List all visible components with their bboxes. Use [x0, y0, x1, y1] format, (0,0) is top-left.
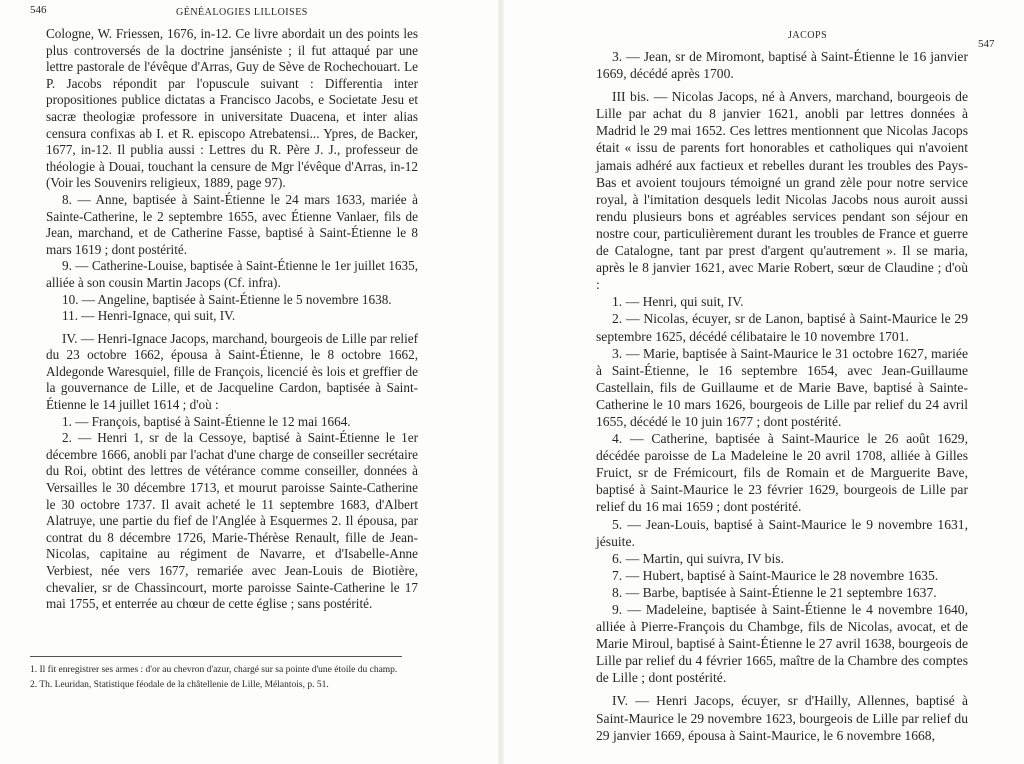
right-page	[500, 0, 1024, 764]
paragraph: 2. — Nicolas, écuyer, sr de Lanon, baptisé à Saint-Maurice le 29 septembre 1625, décédé célibataire le 10 novembre 1701.	[596, 311, 968, 344]
paragraph: 8. — Barbe, baptisée à Saint-Étienne le 21 septembre 1637.	[612, 584, 937, 600]
paragraph: 7. — Hubert, baptisé à Saint-Maurice le 28 novembre 1635.	[612, 567, 939, 583]
running-head: GÉNÉALOGIES LILLOISES	[176, 7, 308, 18]
paragraph: 11. — Henri-Ignace, qui suit, IV.	[62, 308, 236, 324]
paragraph: 6. — Martin, qui suivra, IV bis.	[612, 550, 784, 566]
paragraph: 2. — Henri 1, sr de la Cessoye, baptisé à Saint-Étienne le 1er décembre 1666, anobli par l'achat d'une charge de conseiller secrétaire du Roi, obtint des lettres de vétérance comme conseiller, données à Versailles le 30 décembre 1713, et mourut paroisse Sainte-Catherine le 30 octobre 1737. Il avait acheté le 11 septembre 1683, d'Albert Alatruye, une partie du fief de l'Anglée à Esquermes 2. Il épousa, par contrat du 8 décembre 1726, Marie-Thérèse Renault, fille de Jean-Nicolas, capitaine au régiment de Navarre, et d'Isabelle-Anne Verbiest, née vers 1677, remariée avec Jean-Louis de Biotière, chevalier, sr de Chassincourt, morte paroisse Sainte-Catherine le 17 mai 1755, et enterrée au chœur de cette église ; sans postérité.	[46, 430, 418, 612]
paragraph: 9. — Madeleine, baptisée à Saint-Étienne le 4 novembre 1640, alliée à Pierre-François du Chambge, fils de Nicolas, avocat, et de Marie Miroul, baptisé à Saint-Étienne le 27 avril 1638, bourgeois de Lille par relief du 4 février 1665, maître de la Chambre des comptes de Lille ; dont postérité.	[596, 602, 968, 686]
footnote: 1. Il fit enregistrer ses armes : d'or au chevron d'azur, chargé sur sa pointe d'une étoile du champ.	[30, 665, 398, 675]
paragraph: 9. — Catherine-Louise, baptisée à Saint-Étienne le 1er juillet 1635, alliée à son cousin Martin Jacops (Cf. infra).	[46, 258, 418, 290]
paragraph: 8. — Anne, baptisée à Saint-Étienne le 24 mars 1633, mariée à Sainte-Catherine, le 2 septembre 1655, avec Étienne Vanlaer, fils de Jean, marchand, et de Catherine Fasse, baptisé à Saint-Étienne le 8 mars 1619 ; dont postérité.	[46, 191, 418, 257]
page-number: 546	[30, 4, 47, 16]
paragraph: 4. — Catherine, baptisée à Saint-Maurice le 26 août 1629, décédée paroisse de La Madeleine le 20 avril 1708, alliée à Gilles Fruict, sr de Frémicourt, fils de Romain et de Marguerite Bave, baptisé à Saint-Maurice le 23 février 1629, bourgeois de Lille par relief du 16 mai 1659 ; dont postérité.	[596, 431, 968, 515]
section-heading-paragraph: IV. — Henri-Ignace Jacops, marchand, bourgeois de Lille par relief du 23 octobre 1662, épousa à Saint-Étienne, le 8 octobre 1662, Aldegonde Waresquiel, fille de François, licencié ès lois et greffier de la gouvernance de Lille, et de Jacqueline Cardon, baptisée à Saint-Étienne le 14 juillet 1614 ; d'où :	[46, 330, 418, 413]
running-head: JACOPS	[788, 30, 828, 41]
left-body-text	[46, 26, 418, 613]
left-page	[0, 0, 500, 764]
section-heading-paragraph: III bis. — Nicolas Jacops, né à Anvers, marchand, bourgeois de Lille par achat du 8 janvier 1621, anobli par lettres données à Madrid le 29 mai 1652. Ces lettres mentionnent que Nicolas Jacops était « issu de parents fort honorables et catholiques qui n'avoient jamais adhéré aux factieux et rebelles durant les troubles des Pays-Bas et avoient toujours témoigné un grand zèle pour notre service royal, à l'imitation desquels ledit Nicolas Jacobs nous auroit aussi rendu plusieurs bons et agréables services pendant son séjour en nostre cour, particulièrement durant les troubles de France et guerre de Catalogne, tant par prest d'argent qu'autrement ». Il se maria, après le 8 janvier 1621, avec Marie Robert, sœur de Claudine ; d'où :	[596, 89, 968, 293]
right-body-text	[596, 48, 968, 744]
paragraph: 5. — Jean-Louis, baptisé à Saint-Maurice le 9 novembre 1631, jésuite.	[596, 516, 968, 549]
page-number: 547	[978, 38, 995, 50]
paragraph: 3. — Marie, baptisée à Saint-Maurice le 31 octobre 1627, mariée à Saint-Étienne, le 16 septembre 1654, avec Jean-Guillaume Castellain, fils de Guillaume et de Marie Bave, baptisé à Sainte-Catherine le 10 mars 1626, bourgeois de Lille par relief du 24 avril 1655, décédé le 10 juin 1677 ; dont postérité.	[596, 345, 968, 429]
section-heading-paragraph: IV. — Henri Jacops, écuyer, sr d'Hailly, Allennes, baptisé à Saint-Maurice le 29 novembre 1623, bourgeois de Lille par relief du 29 janvier 1669, épousa à Saint-Maurice, le 6 novembre 1668,	[596, 693, 968, 743]
paragraph: 3. — Jean, sr de Miromont, baptisé à Saint-Étienne le 16 janvier 1669, décédé après 1700.	[596, 49, 968, 82]
footnote-divider	[30, 656, 402, 657]
paragraph: 10. — Angeline, baptisée à Saint-Étienne le 5 novembre 1638.	[62, 291, 392, 307]
paragraph: Cologne, W. Friessen, 1676, in-12. Ce livre abordait un des points les plus controversés de la doctrine janséniste ; il fut attaqué par une lettre pastorale de l'évêque d'Arras, Guy de Sève de Rochechouart. Le P. Jacobs répondit par l'opuscule suivant : Differentia inter propositiones publice dictatas a Francisco Jacobs, e Societate Jesu et sacræ theologiæ professore in universitate Duacena, et inter alias censura confixas ab I. et R. episcopo Atrebatensi... Ypres, de Backer, 1677, in-12. Il publia aussi : Lettres du R. Père J. J., professeur de théologie à Douai, touchant la censure de Mgr l'évêque d'Arras, in-12 (Voir les Souvenirs religieux, 1889, page 97).	[46, 26, 418, 191]
paragraph: 1. — Henri, qui suit, IV.	[612, 294, 744, 310]
footnotes	[30, 664, 402, 694]
paragraph: 1. — François, baptisé à Saint-Étienne le 12 mai 1664.	[62, 413, 351, 429]
footnote: 2. Th. Leuridan, Statistique féodale de la châtellenie de Lille, Mélantois, p. 51.	[30, 680, 329, 690]
